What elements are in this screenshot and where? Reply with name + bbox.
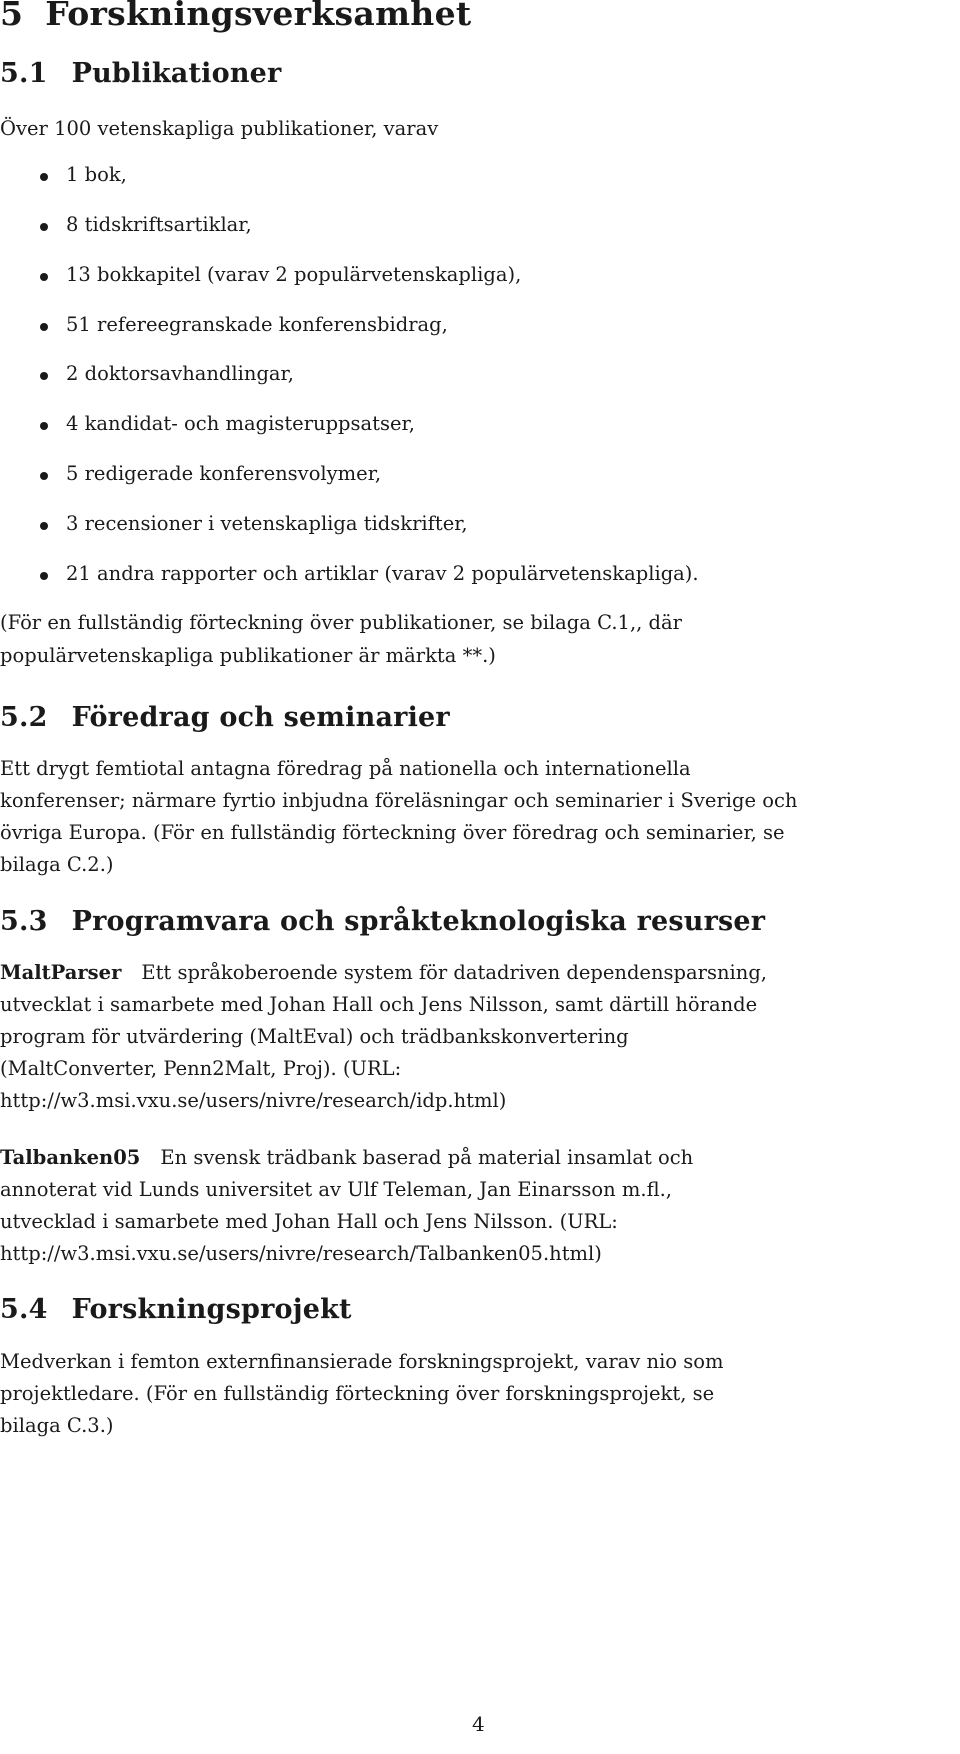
talks-text-line: konferenser; närmare fyrtio inbjudna föreläsningar och seminarier i Sverige och xyxy=(0,789,798,812)
bullet-icon xyxy=(40,572,48,580)
subsection-heading-publications xyxy=(0,58,281,89)
projects-text-line: bilaga C.3.) xyxy=(0,1414,114,1437)
maltparser-text-line: (MaltConverter, Penn2Malt, Proj). (URL: xyxy=(0,1057,402,1080)
talbanken-text-line: utvecklad i samarbete med Johan Hall och Jens Nilsson. (URL: xyxy=(0,1210,618,1233)
talbanken-url: http://w3.msi.vxu.se/users/nivre/research/Talbanken05.html) xyxy=(0,1242,602,1265)
subsection-title: Föredrag och seminarier xyxy=(71,702,450,733)
maltparser-term: MaltParser xyxy=(0,961,122,984)
talbanken-term: Talbanken05 xyxy=(0,1146,141,1169)
subsection-heading-software xyxy=(0,906,765,937)
bullet-icon xyxy=(40,273,48,281)
bullet-icon xyxy=(40,522,48,530)
subsection-heading-projects xyxy=(0,1294,352,1325)
publications-note-line: populärvetenskapliga publikationer är märkta **.) xyxy=(0,644,496,667)
subsection-title: Forskningsprojekt xyxy=(71,1294,352,1325)
section-heading xyxy=(0,0,471,33)
subsection-number: 5.4 xyxy=(0,1294,48,1325)
projects-text-line: projektledare. (För en fullständig förteckning över forskningsprojekt, se xyxy=(0,1382,715,1405)
page-number: 4 xyxy=(472,1712,485,1736)
bullet-icon xyxy=(40,173,48,181)
maltparser-text-line: program för utvärdering (MaltEval) och trädbankskonvertering xyxy=(0,1025,629,1048)
publications-note-line: (För en fullständig förteckning över publikationer, se bilaga C.1,, där xyxy=(0,611,682,634)
talks-text-line: övriga Europa. (För en fullständig förteckning över föredrag och seminarier, se xyxy=(0,821,785,844)
maltparser-url: http://w3.msi.vxu.se/users/nivre/research/idp.html) xyxy=(0,1089,507,1112)
talks-text-line: Ett drygt femtiotal antagna föredrag på nationella och internationella xyxy=(0,757,691,780)
section-title: Forskningsverksamhet xyxy=(45,0,472,33)
talks-text-line: bilaga C.2.) xyxy=(0,853,114,876)
subsection-title: Publikationer xyxy=(71,58,282,89)
talbanken-description: En svensk trädbank baserad på material insamlat och xyxy=(160,1146,694,1169)
bullet-icon xyxy=(40,422,48,430)
subsection-number: 5.1 xyxy=(0,58,48,89)
publications-intro: Över 100 vetenskapliga publikationer, varav xyxy=(0,117,439,140)
maltparser-description: Ett språkoberoende system för datadriven dependensparsning, xyxy=(141,961,768,984)
subsection-number: 5.3 xyxy=(0,906,48,937)
maltparser-entry-first-line xyxy=(0,956,767,989)
projects-text-line: Medverkan i femton externfinansierade forskningsprojekt, varav nio som xyxy=(0,1350,724,1373)
document-page: 5 Forskningsverksamhet 5.1 Publikationer Över 100 vetenskapliga publikationer, varav 1 bok, 8 tidskriftsartiklar, 13 bokkapitel (varav 2 populärvetenskapliga), 51 refereegranskade konferensbidrag, 2 doktorsavhandlingar, 4 kandidat- och magisteruppsatser, 5 redigerade konferensvolymer, 3 recensioner i vetenskapliga tidskrifter, 21 andra rapporter och artiklar (varav 2 populärvetenskapliga). (För en fullständig förteckning över publikationer, se bilaga C.1,, där populärvetenskapliga publikationer är märkta **.) 5.2 Föredrag och seminarier Ett drygt femtiotal antagna föredrag på nationella och internationella konferenser; närmare fyrtio inbjudna föreläsningar och seminarier i Sverige och övriga Europa. (För en fullständig förteckning över föredrag och seminarier, se bilaga C.2.) 5.3 Programvara och språkteknologiska resurser MaltParser Ett språkoberoende system för datadriven dependensparsning, utvecklat i samarbete med Johan Hall och Jens Nilsson, samt därtill hörande program för utvärdering (MaltEval) och trädbankskonvertering (MaltConverter, Penn2Malt, Proj). (URL: http://w3.msi.vxu.se/users/nivre/research/idp.html) Talbanken05 En svensk trädbank baserad på material insamlat och annoterat vid Lunds universitet av Ulf Teleman, Jan Einarsson m.fl., utvecklad i samarbete med Johan Hall och Jens Nilsson. (URL: http://w3.msi.vxu.se/users/nivre/research/Talbanken05.html) 5.4 Forskningsprojekt Medverkan i femton externfinansierade forskningsprojekt, varav nio som projektledare. (För en fullständig förteckning över forskningsprojekt, se bilaga C.3.) 4 xyxy=(0,0,960,1754)
section-number: 5 xyxy=(0,0,24,33)
bullet-icon xyxy=(40,372,48,380)
subsection-number: 5.2 xyxy=(0,702,48,733)
bullet-icon xyxy=(40,223,48,231)
talbanken-entry-first-line xyxy=(0,1141,693,1174)
subsection-title: Programvara och språkteknologiska resurser xyxy=(71,906,766,937)
maltparser-text-line: utvecklat i samarbete med Johan Hall och Jens Nilsson, samt därtill hörande xyxy=(0,993,758,1016)
talbanken-text-line: annoterat vid Lunds universitet av Ulf Teleman, Jan Einarsson m.fl., xyxy=(0,1178,673,1201)
bullet-icon xyxy=(40,323,48,331)
bullet-icon xyxy=(40,472,48,480)
subsection-heading-talks xyxy=(0,702,450,733)
